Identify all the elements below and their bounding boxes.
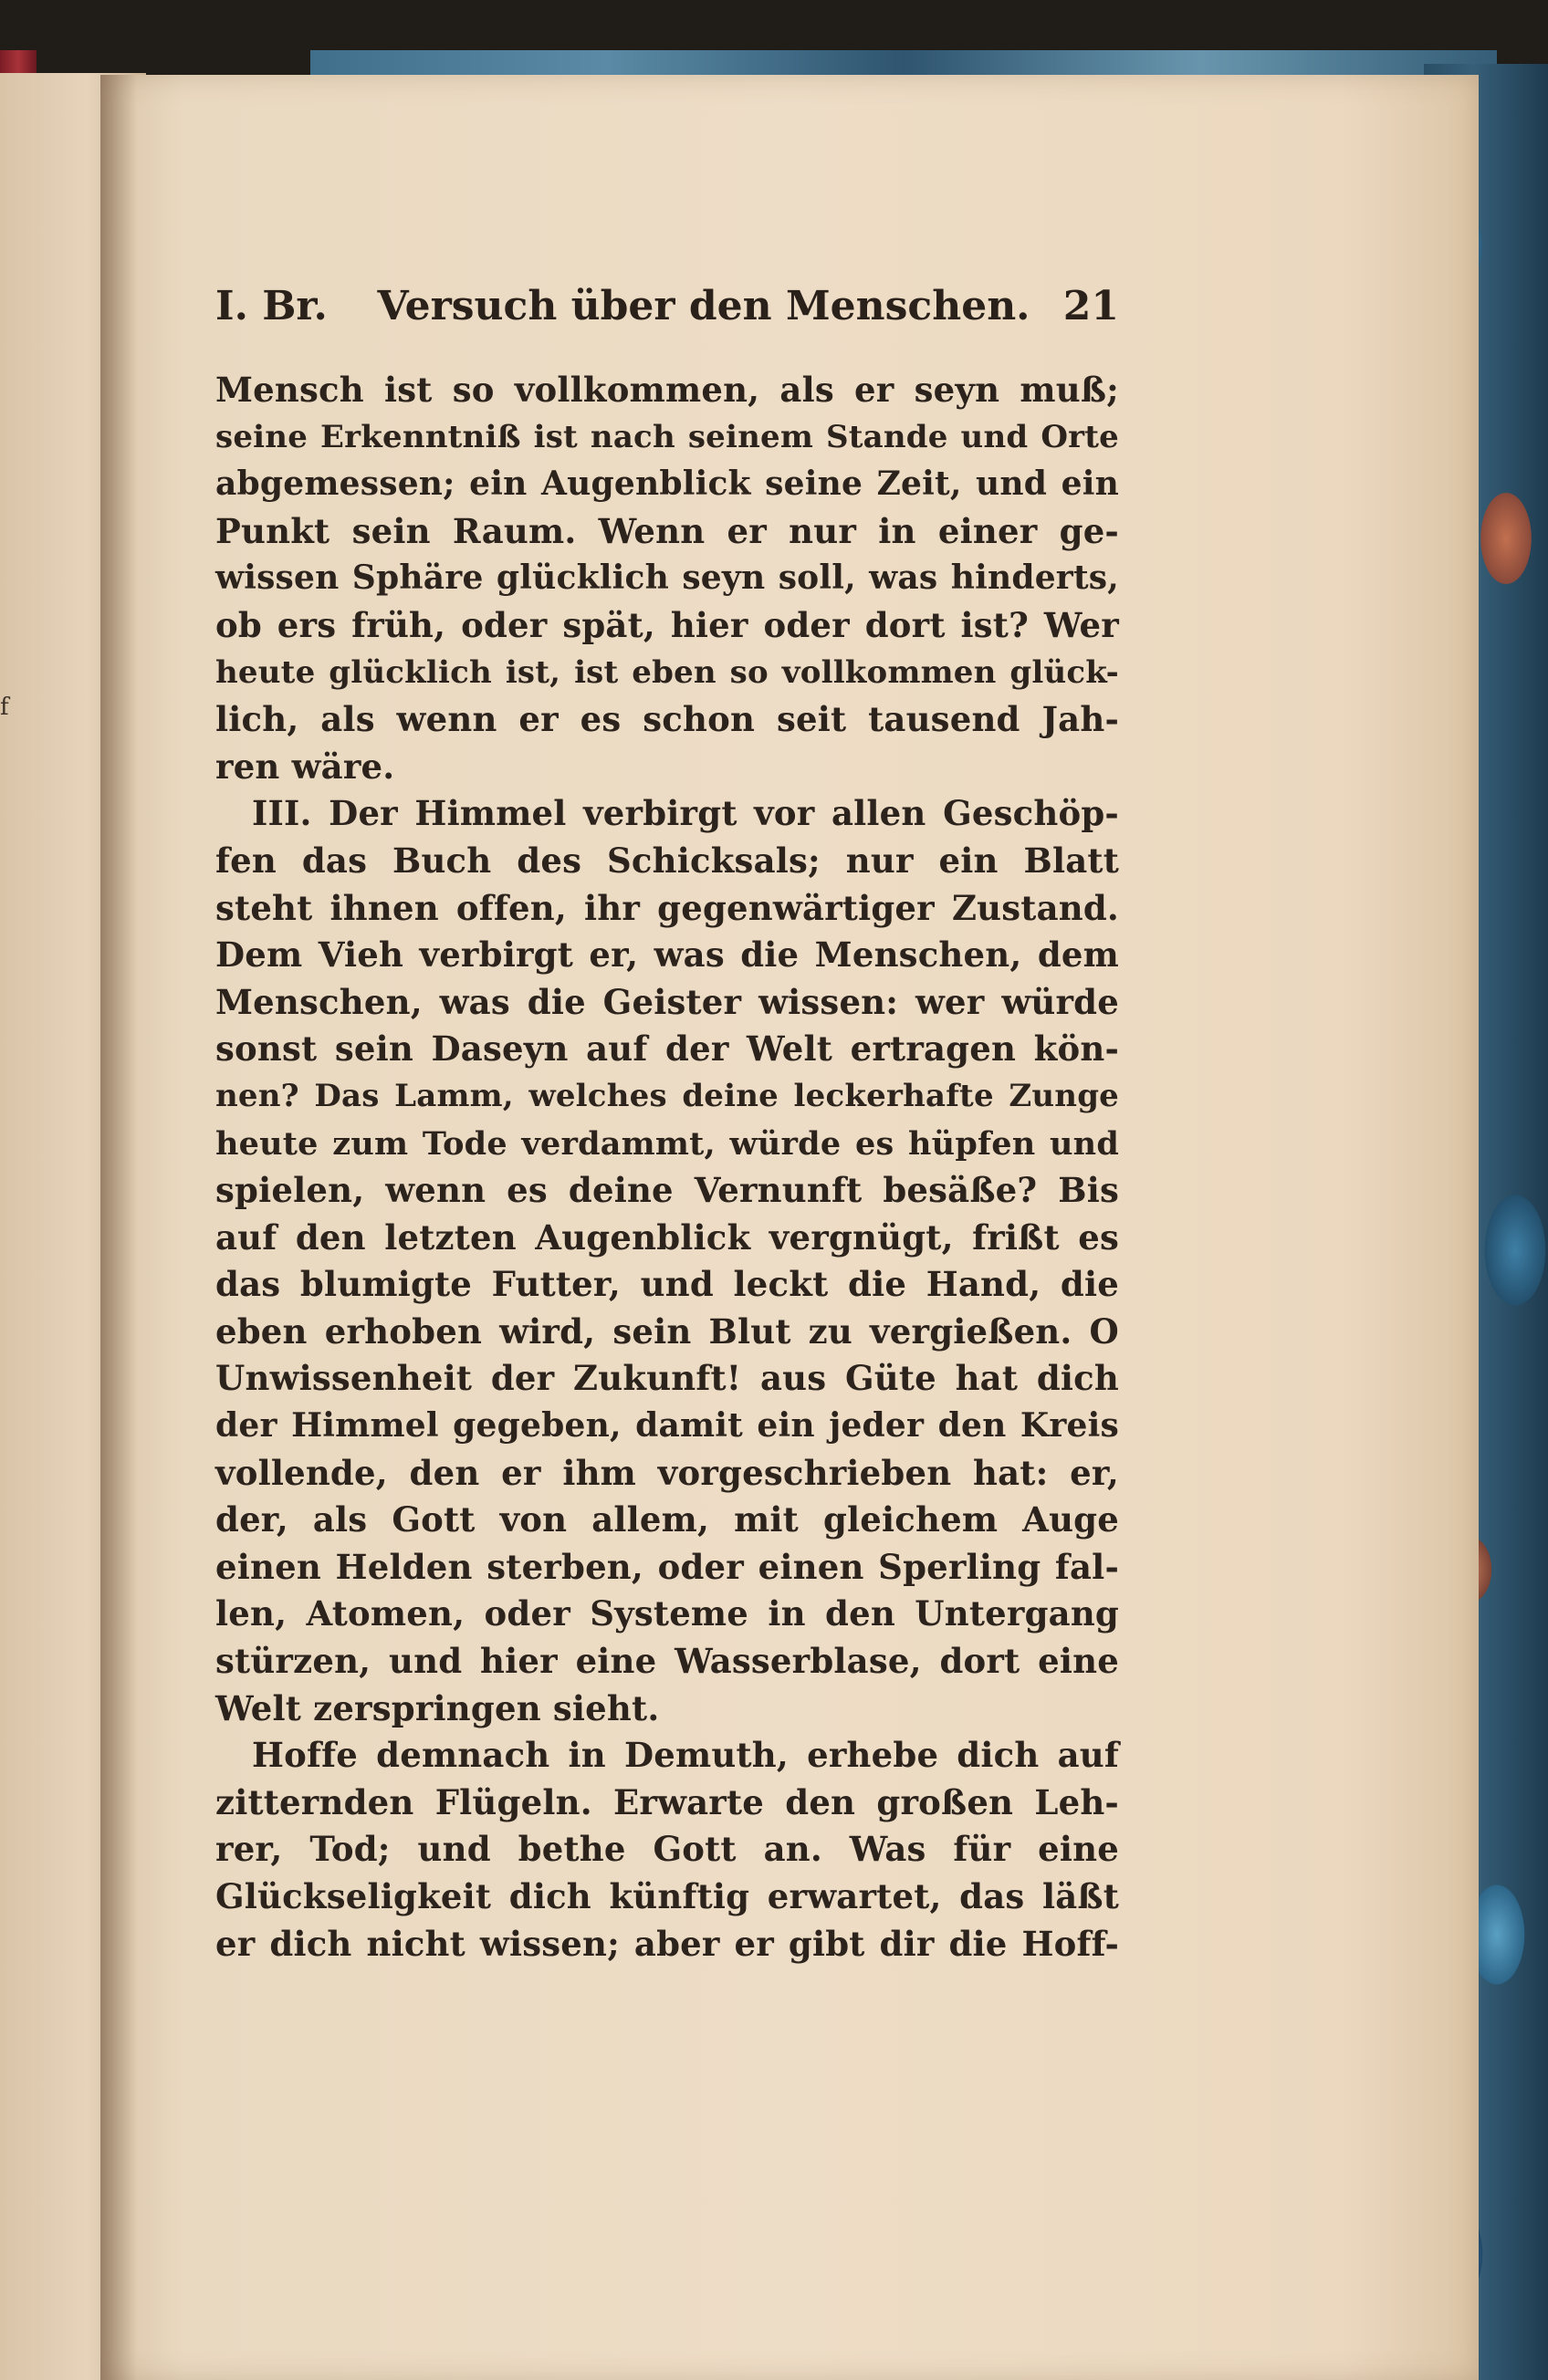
text-line: heute glücklich ist, ist eben so vollkommen glück-: [215, 653, 1119, 691]
text-line: ren wäre.: [215, 746, 395, 787]
text-line: der Himmel gegeben, damit ein jeder den Kreis: [215, 1406, 1119, 1446]
text-line: lich, als wenn er es schon seit tausend Jah-: [215, 699, 1119, 740]
text-line: abgemessen; ein Augenblick seine Zeit, und ein: [215, 465, 1119, 504]
text-line: wissen Sphäre glücklich seyn soll, was hinderts,: [215, 558, 1119, 598]
text-line: Welt zerspringen sieht.: [215, 1687, 660, 1728]
text-line: zitternden Flügeln. Erwarte den großen Leh-: [215, 1781, 1119, 1822]
text-line: stürzen, und hier eine Wasserblase, dort eine: [215, 1641, 1119, 1682]
text-line: Unwissenheit der Zukunft! aus Güte hat dich: [215, 1358, 1119, 1399]
body-text: [215, 367, 1119, 1968]
gutter-shadow: [100, 75, 137, 2380]
text-line: Dem Vieh verbirgt er, was die Menschen, dem: [215, 934, 1119, 976]
text-line: nen? Das Lamm, welches deine leckerhafte Zunge: [215, 1077, 1119, 1114]
text-line: das blumigte Futter, und leckt die Hand, die: [215, 1264, 1119, 1305]
text-line: vollende, den er ihm vorgeschrieben hat: er,: [215, 1452, 1119, 1493]
text-line: Menschen, was die Geister wissen: wer würde: [215, 981, 1119, 1022]
text-line: der, als Gott von allem, mit gleichem Auge: [215, 1499, 1119, 1540]
text-line: ob ers früh, oder spät, hier oder dort ist? Wer: [215, 604, 1119, 645]
text-line: Mensch ist so vollkommen, als er seyn muß;: [215, 370, 1119, 410]
text-line: spielen, wenn es deine Vernunft besäße? Bis: [215, 1170, 1119, 1211]
text-line: er dich nicht wissen; aber er gibt dir die Hoff-: [215, 1923, 1119, 1964]
text-line: auf den letzten Augenblick vergnügt, frißt es: [215, 1216, 1119, 1258]
paragraph-start-line: Hoffe demnach in Demuth, erhebe dich auf: [252, 1735, 1119, 1776]
letter-number: I. Br.: [215, 283, 328, 329]
text-line: Glückseligkeit dich künftig erwartet, das läßt: [215, 1876, 1119, 1916]
running-head: [215, 283, 1119, 338]
text-line: eben erhoben wird, sein Blut zu vergießen. O: [215, 1310, 1119, 1352]
previous-page-letter: f: [0, 694, 9, 721]
paragraph-start-line: III. Der Himmel verbirgt vor allen Geschöp-: [252, 793, 1119, 834]
page-title: Versuch über den Menschen.: [377, 283, 1030, 329]
text-line: len, Atomen, oder Systeme in den Untergang: [215, 1593, 1119, 1634]
text-line: heute zum Tode verdammt, würde es hüpfen und: [215, 1124, 1119, 1163]
text-line: rer, Tod; und bethe Gott an. Was für eine: [215, 1829, 1119, 1870]
text-line: steht ihnen offen, ihr gegenwärtiger Zustand.: [215, 887, 1119, 928]
text-line: Punkt sein Raum. Wenn er nur in einer ge-: [215, 510, 1119, 551]
text-line: einen Helden sterben, oder einen Sperling fal-: [215, 1546, 1119, 1587]
text-line: fen das Buch des Schicksals; nur ein Blatt: [215, 840, 1119, 881]
page-number: 21: [1062, 283, 1119, 329]
text-line: seine Erkenntniß ist nach seinem Stande und Orte: [215, 418, 1119, 455]
text-line: sonst sein Daseyn auf der Welt ertragen kön-: [215, 1028, 1119, 1070]
